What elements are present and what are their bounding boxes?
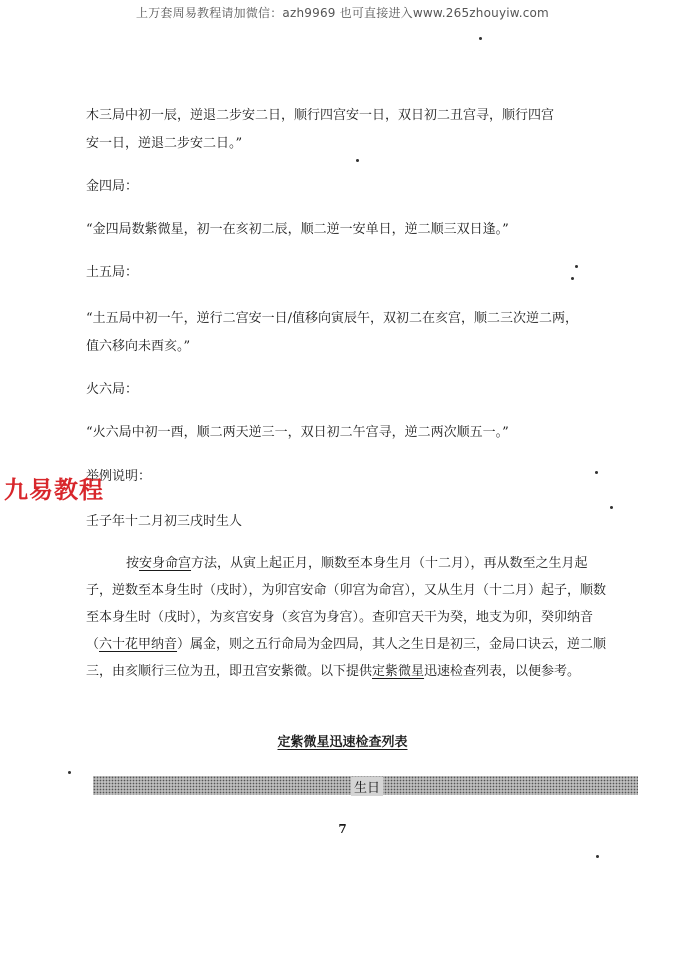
tu5-heading: 土五局： — [86, 265, 139, 280]
example-subject: 壬子年十二月初三戌时生人 — [86, 514, 243, 529]
watermark-logo: 九易教程 — [4, 476, 104, 504]
mu3-text-line1: 木三局中初一辰，逆退二步安二日，顺行四宫安一日，双日初二丑宫寻，顺行四宫 — [86, 108, 555, 123]
underlined-term-anshenminggong: 安身命宫 — [139, 556, 192, 571]
tu5-text-line1: “土五局中初一午，逆行二宫安一日/值移向寅辰午，双初二在亥宫，顺二三次逆二两， — [86, 311, 579, 326]
scan-speck — [68, 771, 71, 774]
example-paragraph — [86, 550, 608, 685]
paragraph-text-4: 迅速检查列表，以便参考。 — [424, 664, 581, 679]
underlined-term-nayin: 六十花甲纳音 — [99, 637, 178, 652]
scan-speck — [610, 506, 613, 509]
scan-speck — [596, 855, 599, 858]
huo6-text: “火六局中初一酉，顺二两天逆三一，双日初二午宫寻，逆二两次顺五一。” — [86, 425, 509, 440]
paragraph-text-1: 按 — [126, 556, 140, 571]
scan-speck — [595, 471, 598, 474]
underlined-term-ziwei: 定紫微星 — [372, 664, 425, 679]
scan-speck — [575, 265, 578, 268]
table-header-birthday: 生日 — [351, 777, 383, 796]
tu5-text-line2: 值六移向未酉亥。” — [86, 339, 191, 354]
paragraph-text-3: ）属金，则之五行命局为金四局，其人之生日是初三，金局口诀云，逆二顺三，由亥顺行三位为丑，即丑宫安紫微。以下提供 — [86, 637, 607, 679]
table-header-band — [93, 776, 638, 795]
jin4-text: “金四局数紫微星，初一在亥初二辰，顺二逆一安单日，逆二顺三双日逢。” — [86, 222, 509, 237]
scan-speck — [479, 37, 482, 40]
table-title: 定紫微星迅速检查列表 — [277, 735, 408, 750]
huo6-heading: 火六局： — [86, 382, 139, 397]
scan-speck — [356, 159, 359, 162]
page-header-banner: 上万套周易教程请加微信：azh9969 也可直接进入www.265zhouyiw.com — [136, 6, 549, 20]
paragraph-text-2: 方法，从寅上起正月，顺数至本身生月（十二月），再从数至之生月起子，逆数至本身生时（戌时），为卯宫安命（卯宫为命宫），又从生月（十二月）起子，顺数至本身生时（戌时），为亥宫安身（亥宫为身宫）。查卯宫天干为癸，地支为卯，癸卯纳音（ — [86, 556, 607, 652]
jin4-heading: 金四局： — [86, 179, 139, 194]
scan-speck — [571, 277, 574, 280]
mu3-text-line2: 安一日，逆退二步安二日。” — [86, 136, 243, 151]
page-number: 7 — [338, 822, 347, 836]
example-heading: 举例说明： — [86, 469, 152, 484]
